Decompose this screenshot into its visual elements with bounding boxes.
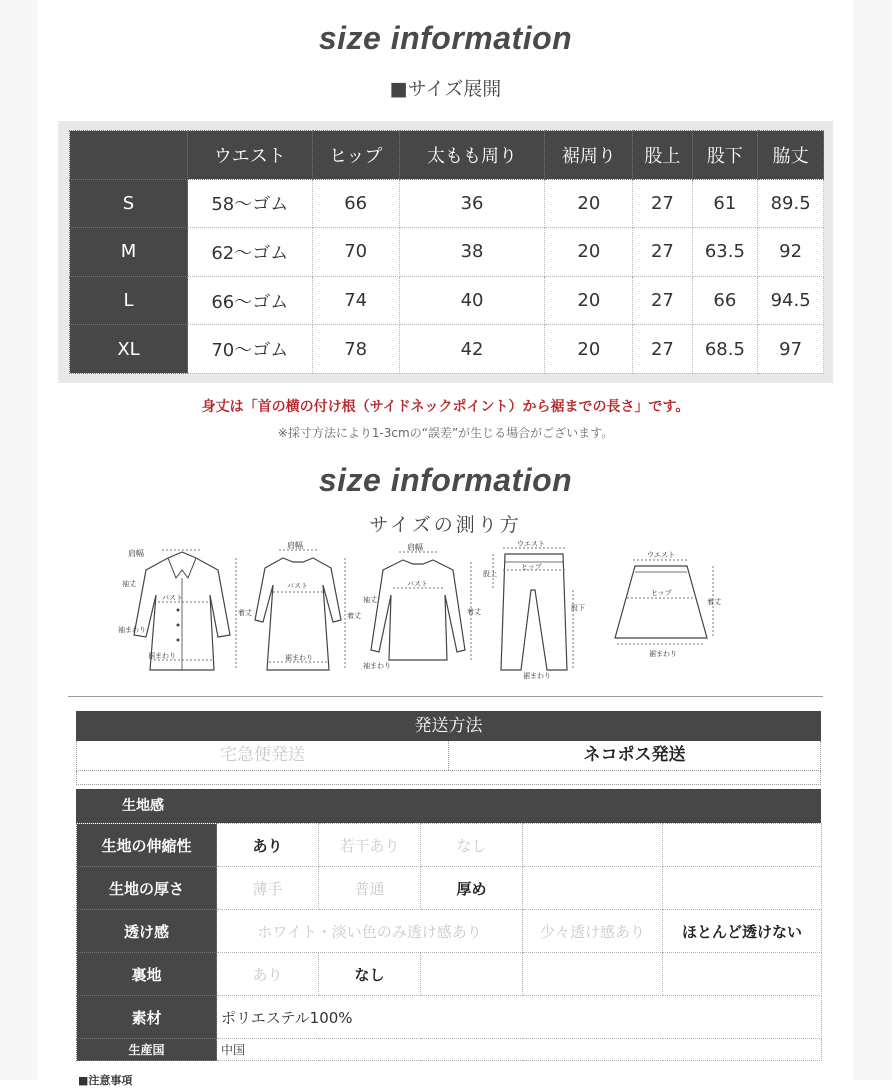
table-cell: 20 [545,325,633,374]
table-cell: 66 [312,179,399,228]
pants-rise-label: 股上 [483,570,497,578]
size-table-wrap [58,121,833,383]
table-cell [663,867,822,910]
header-side-length: 脇丈 [758,131,824,180]
table-cell: 36 [399,179,545,228]
table-cell: 94.5 [758,276,824,325]
table-cell [523,867,663,910]
table-cell: 40 [399,276,545,325]
how-to-measure-subtitle: サイズの測り方 [369,514,522,536]
shipping-option-takkyubin: 宅急便発送 [220,745,305,765]
coat-cuff-label: 袖まわり [118,626,146,634]
table-cell: 42 [399,325,545,374]
coat-length-label: 着丈 [238,609,252,617]
dress-hem-label: 裾まわり [285,654,313,662]
size-table-corner [70,131,188,180]
pants-hem-label: 裾まわり [523,672,551,680]
table-cell: 20 [545,179,633,228]
sheer-option-slight: 少々透け感あり [523,910,663,953]
header-hem: 裾周り [545,131,633,180]
table-row [70,228,824,277]
skirt-diagram [603,540,721,680]
pants-diagram [483,540,583,680]
skirt-length-label: 着丈 [707,598,721,606]
table-row [77,824,822,867]
header-thigh: 太もも周り [399,131,545,180]
header-inseam: 股下 [692,131,758,180]
table-cell [663,824,822,867]
table-row [77,910,822,953]
notes-heading-cut: ■注意事項 [78,1074,133,1087]
table-cell: 58〜ゴム [188,179,313,228]
fabric-section [76,789,821,1061]
pants-waist-label: ウエスト [517,540,545,548]
coat-icon [118,540,252,680]
top-cuff-label: 袖まわり [363,662,391,670]
thickness-option-thin: 薄手 [217,867,319,910]
dress-icon [243,540,361,680]
table-row [70,179,824,228]
size-info-title: size information [318,20,573,56]
shipping-spacer [76,771,821,785]
top-shoulder-label: 肩幅 [407,543,423,552]
skirt-hip-label: ヒップ [651,589,672,597]
coat-shoulder-label: 肩幅 [128,549,144,558]
pants-icon [483,540,583,680]
shipping-option-nekopos: ネコポス発送 [448,741,820,770]
header-rise: 股上 [633,131,692,180]
thickness-option-thick: 厚め [421,867,523,910]
sheer-option-almost-none: ほとんど透けない [663,910,822,953]
table-row [77,867,822,910]
table-cell: 68.5 [692,325,758,374]
dress-bust-label: バスト [287,582,308,590]
table-cell: 20 [545,276,633,325]
table-cell: 92 [758,228,824,277]
coat-sleeve-label: 袖丈 [122,580,136,588]
skirt-hem-label: 裾まわり [649,650,677,658]
coat-bust-label: バスト [162,594,183,602]
stretch-option-yes: あり [217,824,319,867]
shipping-section [76,711,821,785]
size-label: XL [70,325,188,374]
coat-hem-label: 裾まわり [148,652,176,660]
table-row [77,996,822,1039]
table-cell: 27 [633,325,692,374]
table-cell: 97 [758,325,824,374]
shipping-options-row [76,741,821,771]
size-info-title-2: size information [318,462,573,498]
table-row [77,1039,822,1061]
top-icon [363,540,481,680]
top-length-label: 着丈 [467,608,481,616]
dress-shoulder-label: 肩幅 [287,541,303,550]
section-divider [68,696,823,697]
table-cell: 38 [399,228,545,277]
origin-label: 生産国 [77,1039,217,1061]
size-label: L [70,276,188,325]
measurement-diagrams [118,540,778,690]
table-row [70,276,824,325]
lining-label: 裏地 [77,953,217,996]
dress-length-label: 着丈 [347,612,361,620]
table-cell: 70〜ゴム [188,325,313,374]
right-margin [853,0,892,1080]
skirt-waist-label: ウエスト [647,551,675,559]
lining-option-yes: あり [217,953,319,996]
header-hip: ヒップ [312,131,399,180]
dress-diagram [243,540,361,680]
coat-diagram [118,540,252,680]
size-label: M [70,228,188,277]
table-cell: 70 [312,228,399,277]
table-cell: 78 [312,325,399,374]
size-table-header [70,131,824,180]
measurement-error-note: ※採寸方法により1-3cmの“誤差”が生じる場合がございます。 [277,426,614,440]
table-row [77,953,822,996]
top-diagram [363,540,481,680]
size-label: S [70,179,188,228]
table-cell: 27 [633,179,692,228]
table-cell: 66 [692,276,758,325]
thickness-label: 生地の厚さ [77,867,217,910]
table-cell [421,953,523,996]
table-cell [523,953,663,996]
material-label: 素材 [77,996,217,1039]
material-value: ポリエステル100% [217,996,822,1039]
length-definition-note: 身丈は「首の横の付け根（サイドネックポイント）から裾までの長さ」です。 [201,399,690,415]
stretch-option-slight: 若干あり [319,824,421,867]
lining-option-no: なし [319,953,421,996]
pants-inseam-label: 股下 [571,604,585,612]
table-cell: 62〜ゴム [188,228,313,277]
size-spread-subtitle: ■サイズ展開 [389,78,502,100]
product-size-page [38,0,853,1087]
table-cell: 27 [633,276,692,325]
sheer-label: 透け感 [77,910,217,953]
size-table [69,130,824,374]
fabric-table [76,823,822,1061]
pants-hip-label: ヒップ [521,563,542,571]
table-cell: 89.5 [758,179,824,228]
top-bust-label: バスト [407,580,428,588]
stretch-label: 生地の伸縮性 [77,824,217,867]
top-sleeve-label: 袖丈 [363,596,377,604]
table-cell [523,824,663,867]
sheer-option-light-colors: ホワイト・淡い色のみ透け感あり [217,910,523,953]
origin-value: 中国 [217,1039,822,1061]
table-cell: 61 [692,179,758,228]
table-cell: 27 [633,228,692,277]
fabric-header: 生地感 [76,789,821,823]
left-margin [0,0,38,1080]
table-row [70,325,824,374]
stretch-option-none: なし [421,824,523,867]
table-cell: 66〜ゴム [188,276,313,325]
thickness-option-normal: 普通 [319,867,421,910]
skirt-icon [603,540,721,680]
shipping-header: 発送方法 [76,711,821,741]
table-cell [663,953,822,996]
header-waist: ウエスト [188,131,313,180]
table-cell: 20 [545,228,633,277]
table-cell: 74 [312,276,399,325]
table-cell: 63.5 [692,228,758,277]
